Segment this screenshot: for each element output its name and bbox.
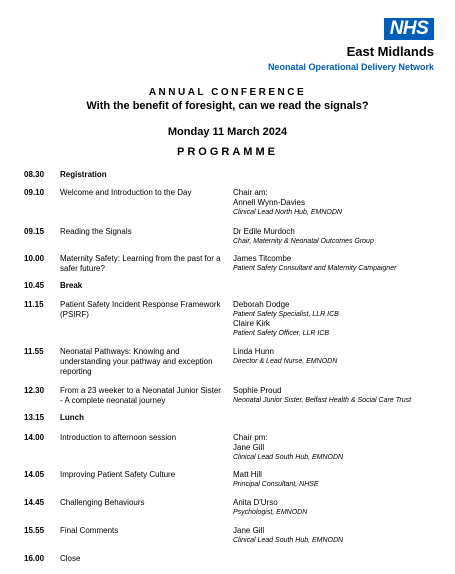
region-name: East Midlands xyxy=(346,44,434,59)
session-speakers xyxy=(233,254,448,273)
speaker-name: Chair pm: xyxy=(233,433,268,442)
session-time: 14.00 xyxy=(24,433,45,442)
network-name: Neonatal Operational Delivery Network xyxy=(267,62,434,72)
session-title: Maternity Safety: Learning from the past for a safer future? xyxy=(60,254,221,273)
session-title: Patient Safety Incident Response Framework (PSIRF) xyxy=(60,300,221,319)
speaker-role: Clinical Lead South Hub, EMNODN xyxy=(233,454,344,461)
session-title: From a 23 weeker to a Neonatal Junior Sister - A complete neonatal journey xyxy=(60,386,221,405)
speaker-role: Principal Consultant, NHSE xyxy=(233,481,319,488)
speaker-name: Anita D'Urso xyxy=(233,498,278,507)
session-title: Neonatal Pathways: Knowing and understanding your pathway and exception reporting xyxy=(60,347,213,376)
session-time: 09.10 xyxy=(24,188,45,197)
session-title: Lunch xyxy=(60,413,84,422)
session-speakers xyxy=(233,526,448,545)
speaker-name: Annell Wynn-Davies xyxy=(233,198,305,207)
nhs-logo: NHS xyxy=(384,18,434,40)
session-title: Registration xyxy=(60,170,107,179)
session-time: 15.55 xyxy=(24,526,45,535)
session-title: Close xyxy=(60,554,81,563)
session-time: 12.30 xyxy=(24,386,45,395)
session-title: Challenging Behaviours xyxy=(60,498,145,507)
session-title: Final Comments xyxy=(60,526,119,535)
session-time: 13.15 xyxy=(24,413,45,422)
session-speakers xyxy=(233,188,448,217)
session-time: 08.30 xyxy=(24,170,45,179)
session-speakers xyxy=(233,386,448,405)
speaker-name: Claire Kirk xyxy=(233,319,270,328)
speaker-name: Jane Gill xyxy=(233,443,265,452)
session-speakers xyxy=(233,470,448,489)
speaker-name: Matt Hill xyxy=(233,470,262,479)
programme-heading: PROGRAMME xyxy=(177,146,278,158)
session-time: 09.15 xyxy=(24,227,45,236)
speaker-role: Neonatal Junior Sister, Belfast Health & Social Care Trust xyxy=(233,397,412,404)
speaker-role: Clinical Lead North Hub, EMNODN xyxy=(233,209,342,216)
session-speakers xyxy=(233,300,448,338)
speaker-role: Director & Lead Nurse, EMNODN xyxy=(233,358,338,365)
session-speakers xyxy=(233,433,448,462)
speaker-role: Psychologist, EMNODN xyxy=(233,509,308,516)
speaker-role: Clinical Lead South Hub, EMNODN xyxy=(233,537,344,544)
speaker-role: Patient Safety Specialist, LLR ICB xyxy=(233,311,339,318)
speaker-role: Patient Safety Officer, LLR ICB xyxy=(233,330,330,337)
conference-heading: ANNUAL CONFERENCE xyxy=(148,87,307,98)
session-speakers xyxy=(233,347,448,366)
session-time: 14.05 xyxy=(24,470,45,479)
speaker-name: Sophie Proud xyxy=(233,386,282,395)
speaker-name: Linda Hunn xyxy=(233,347,274,356)
session-time: 11.55 xyxy=(24,347,44,356)
speaker-name: Dr Edile Murdoch xyxy=(233,227,295,236)
session-speakers xyxy=(233,227,448,246)
session-time: 10.45 xyxy=(24,281,45,290)
conference-date: Monday 11 March 2024 xyxy=(167,126,288,138)
speaker-name: Chair am: xyxy=(233,188,268,197)
session-title: Break xyxy=(60,281,83,290)
speaker-name: Jane Gill xyxy=(233,526,265,535)
conference-theme: With the benefit of foresight, can we read the signals? xyxy=(86,100,369,112)
session-time: 10.00 xyxy=(24,254,45,263)
speaker-name: Deborah Dodge xyxy=(233,300,290,309)
session-title: Reading the Signals xyxy=(60,227,132,236)
session-title: Improving Patient Safety Culture xyxy=(60,470,176,479)
speaker-name: James Titcombe xyxy=(233,254,292,263)
session-time: 11.15 xyxy=(24,300,44,309)
speaker-role: Patient Safety Consultant and Maternity Campaigner xyxy=(233,265,397,272)
session-title: Welcome and Introduction to the Day xyxy=(60,188,192,197)
session-title: Introduction to afternoon session xyxy=(60,433,177,442)
speaker-role: Chair, Maternity & Neonatal Outcomes Group xyxy=(233,238,374,245)
session-time: 16.00 xyxy=(24,554,45,563)
session-time: 14.45 xyxy=(24,498,45,507)
session-speakers xyxy=(233,498,448,517)
